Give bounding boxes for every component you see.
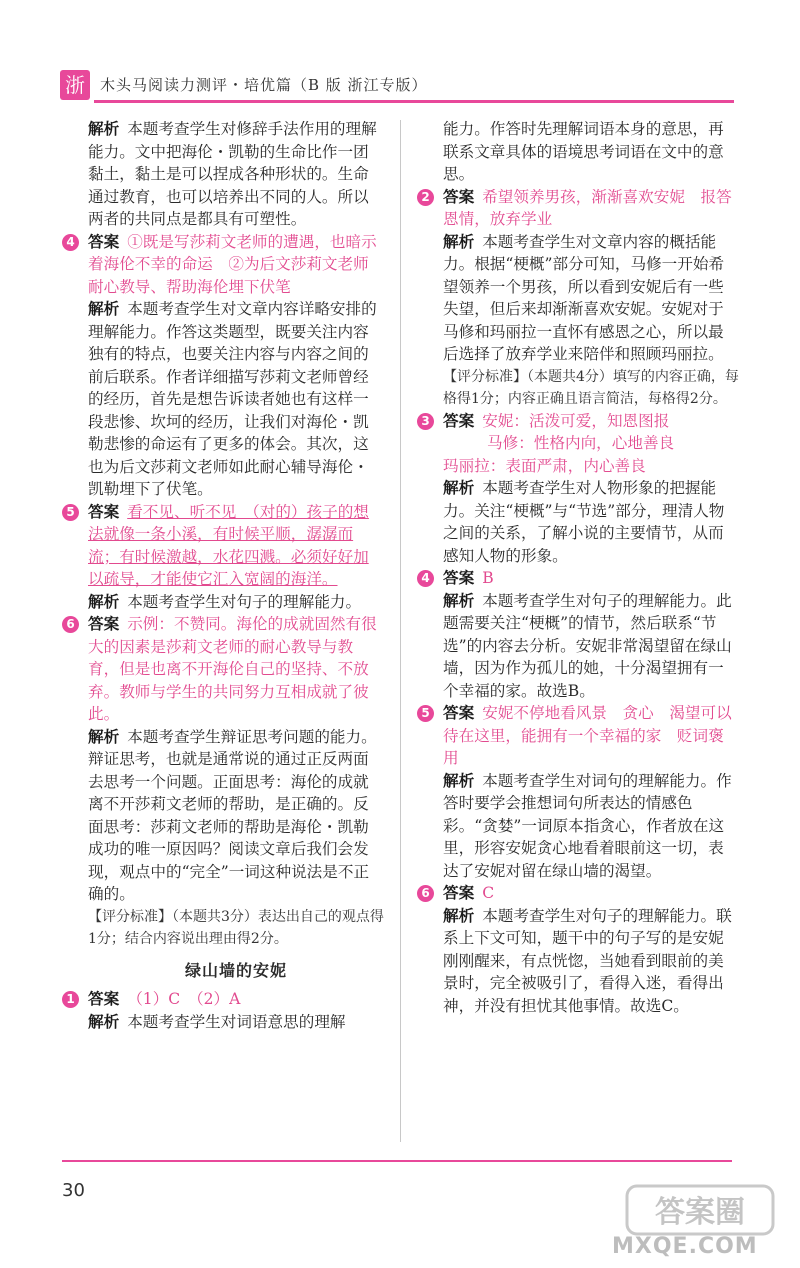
question-5-explanation — [88, 591, 384, 614]
question-number-4: 4 — [62, 234, 79, 251]
explanation-label: 解析 — [443, 232, 475, 251]
question-4-answer — [421, 567, 739, 590]
question-number-2: 2 — [417, 189, 434, 206]
question-number-3: 3 — [417, 413, 434, 430]
question-4-explanation — [443, 590, 739, 703]
explanation-label: 解析 — [443, 906, 475, 925]
question-6-answer — [421, 882, 739, 905]
answer-label: 答案 — [88, 502, 120, 521]
explanation-label: 解析 — [88, 300, 120, 318]
explanation-text: 本题考查学生对句子的理解能力。联系上下文可知，题干中的句子写的是安妮刚刚醒来，有点恍惚，当她看到眼前的美景时，完全被吸引了，看得入迷，看得出神，并没有担忧其他事情。故选C。 — [443, 906, 732, 1015]
explanation-text: 本题考查学生辩证思考问题的能力。辩证思考，也就是通常说的通过正反两面去思考一个问题。正面思考：海伦的成就离不开莎莉文老师的帮助，是正确的。反面思考：莎莉文老师的帮助是海伦・凯勒成功的唯一原因吗？阅读文章后我们会发现，观点中的“完全”一词这种说法是不正确的。 — [88, 727, 377, 903]
explanation-label: 解析 — [443, 479, 475, 497]
section-question-1-answer — [66, 988, 384, 1011]
answer-text: （1）C （2）A — [127, 990, 241, 1008]
answer-text-matthew: 马修：性格内向，心地善良 — [487, 434, 675, 452]
explanation-label: 解析 — [88, 120, 120, 138]
question-5-explanation — [443, 770, 739, 883]
answer-text: B — [482, 569, 494, 587]
answer-label: 答案 — [443, 704, 475, 722]
explanation-label: 解析 — [88, 592, 120, 611]
header-rule — [94, 100, 734, 103]
question-3-explanation — [443, 477, 739, 567]
question-6-explanation — [443, 905, 739, 1018]
answer-label: 答案 — [88, 232, 120, 251]
question-5-answer — [421, 702, 739, 770]
scoring-standard: 【评分标准】（本题共3分）表达出自己的观点得1分；结合内容说出理由得2分。 — [88, 908, 384, 947]
answer-text-marilla: 玛丽拉：表面严肃，内心善良 — [443, 456, 646, 475]
explanation-label: 解析 — [88, 727, 120, 746]
question-5-answer — [66, 501, 384, 591]
question-number-6: 6 — [62, 616, 79, 633]
question-number-5: 5 — [417, 705, 434, 722]
answer-text-anne: 安妮：活泼可爱，知恩图报 — [482, 411, 670, 430]
explanation-text: 本题考查学生对句子的理解能力。 — [127, 592, 362, 611]
question-2-explanation — [443, 231, 739, 366]
scoring-standard: 【评分标准】（本题共4分）填写的内容正确，每格得1分；内容正确且语言简洁，每格得2分。 — [443, 368, 739, 407]
question-number-5: 5 — [62, 504, 79, 521]
answer-text: ①既是写莎莉文老师的遭遇，也暗示着海伦不幸的命运 ②为后文莎莉文老师耐心教导、帮助海伦埋下伏笔 — [88, 232, 377, 296]
watermark-url: MXQE.COM — [612, 1234, 758, 1259]
explanation-block — [88, 118, 384, 231]
question-3-answer-line-3 — [443, 455, 739, 478]
question-4-explanation — [88, 298, 384, 501]
watermark-stamp-text: 答案圈 — [655, 1195, 745, 1230]
question-number-6: 6 — [417, 885, 434, 902]
question-number-1: 1 — [62, 991, 79, 1008]
answer-label: 答案 — [88, 990, 120, 1008]
answer-label: 答案 — [443, 411, 475, 430]
explanation-text: 本题考查学生对词语意思的理解 — [127, 1012, 346, 1031]
explanation-text: 本题考查学生对文章内容详略安排的理解能力。作答这类题型，既要关注内容独有的特点，也要关注内容与内容之间的前后联系。作者详细描写莎莉文老师曾经的经历，首先是想告诉读者她也有这样一段悲惨、坎坷的经历，让我们对海伦・凯勒悲惨的命运有了更多的体会。其次，这也为后文莎莉文老师如此耐心辅导海伦・凯勒埋下了伏笔。 — [88, 300, 377, 498]
answer-label: 答案 — [443, 569, 475, 587]
question-number-4: 4 — [417, 570, 434, 587]
explanation-text: 本题考查学生对词句的理解能力。作答时要学会推想词句所表达的情感色彩。“贪婪”一词原本指贪心，作者放在这里，形容安妮贪心地看着眼前这一切，表达了安妮对留在绿山墙的渴望。 — [443, 771, 732, 880]
answer-label: 答案 — [88, 615, 120, 633]
province-badge: 浙 — [60, 70, 90, 100]
footer-rule — [62, 1160, 732, 1162]
explanation-text: 本题考查学生对人物形象的把握能力。关注“梗概”与“节选”部分，理清人物之间的关系，了解小说的主要情节，从而感知人物的形象。 — [443, 479, 725, 565]
question-6-answer — [66, 613, 384, 726]
question-4-answer — [66, 231, 384, 299]
left-column — [66, 118, 384, 1033]
explanation-label: 解析 — [443, 591, 475, 610]
answer-text: C — [482, 884, 495, 902]
section-title: 绿山墙的安妮 — [184, 960, 287, 980]
answer-label: 答案 — [443, 187, 475, 206]
explanation-label: 解析 — [443, 771, 475, 790]
answer-text: 安妮不停地看风景 贪心 渴望可以待在这里，能拥有一个幸福的家 贬词褒用 — [443, 704, 732, 767]
question-2-answer — [421, 186, 739, 231]
explanation-text: 本题考查学生对修辞手法作用的理解能力。文中把海伦・凯勒的生命比作一团黏土，黏土是可以捏成各种形状的。生命通过教育，也可以培养出不同的人。所以两者的共同点是都具有可塑性。 — [88, 120, 377, 228]
answer-label: 答案 — [443, 884, 475, 902]
page-number: 30 — [62, 1180, 85, 1201]
question-3-answer-line-2 — [443, 432, 739, 455]
watermark-stamp-icon — [625, 1180, 775, 1240]
page-header — [60, 70, 732, 102]
question-6-explanation — [88, 726, 384, 906]
explanation-text: 本题考查学生对文章内容的概括能力。根据“梗概”部分可知，马修一开始希望领养一个男孩，所以看到安妮后有一些失望，但后来却渐渐喜欢安妮。安妮对于马修和玛丽拉一直怀有感恩之心，所以最后选择了放弃学业来陪伴和照顾玛丽拉。 — [443, 232, 725, 363]
explanation-label: 解析 — [88, 1012, 120, 1031]
answer-text: 希望领养男孩，渐渐喜欢安妮 报答恩情，放弃学业 — [443, 187, 732, 228]
continued-explanation: 能力。作答时先理解词语本身的意思，再联系文章具体的语境思考词语在文中的意思。 — [443, 120, 724, 183]
book-title: 木头马阅读力测评・培优篇（B 版 浙江专版） — [100, 76, 428, 94]
answer-text: 看不见、听不见 （对的）孩子的想法就像一条小溪，有时候平顺，潺潺而流；有时候激越，水花四溅。必须好好加以疏导，才能使它汇入宽阔的海洋。 — [88, 502, 369, 588]
section-question-1-explanation — [88, 1011, 384, 1034]
right-column — [421, 118, 739, 1017]
question-3-answer — [421, 410, 739, 433]
column-divider — [400, 120, 401, 1142]
answer-text: 示例：不赞同。海伦的成就固然有很大的因素是莎莉文老师的耐心教导与教育，但是也离不开海伦自己的坚持、不放弃。教师与学生的共同努力互相成就了彼此。 — [88, 615, 377, 723]
explanation-text: 本题考查学生对句子的理解能力。此题需要关注“梗概”的情节，然后联系“节选”的内容去分析。安妮非常渴望留在绿山墙，因为作为孤儿的她，十分渴望拥有一个幸福的家。故选B。 — [443, 591, 732, 700]
